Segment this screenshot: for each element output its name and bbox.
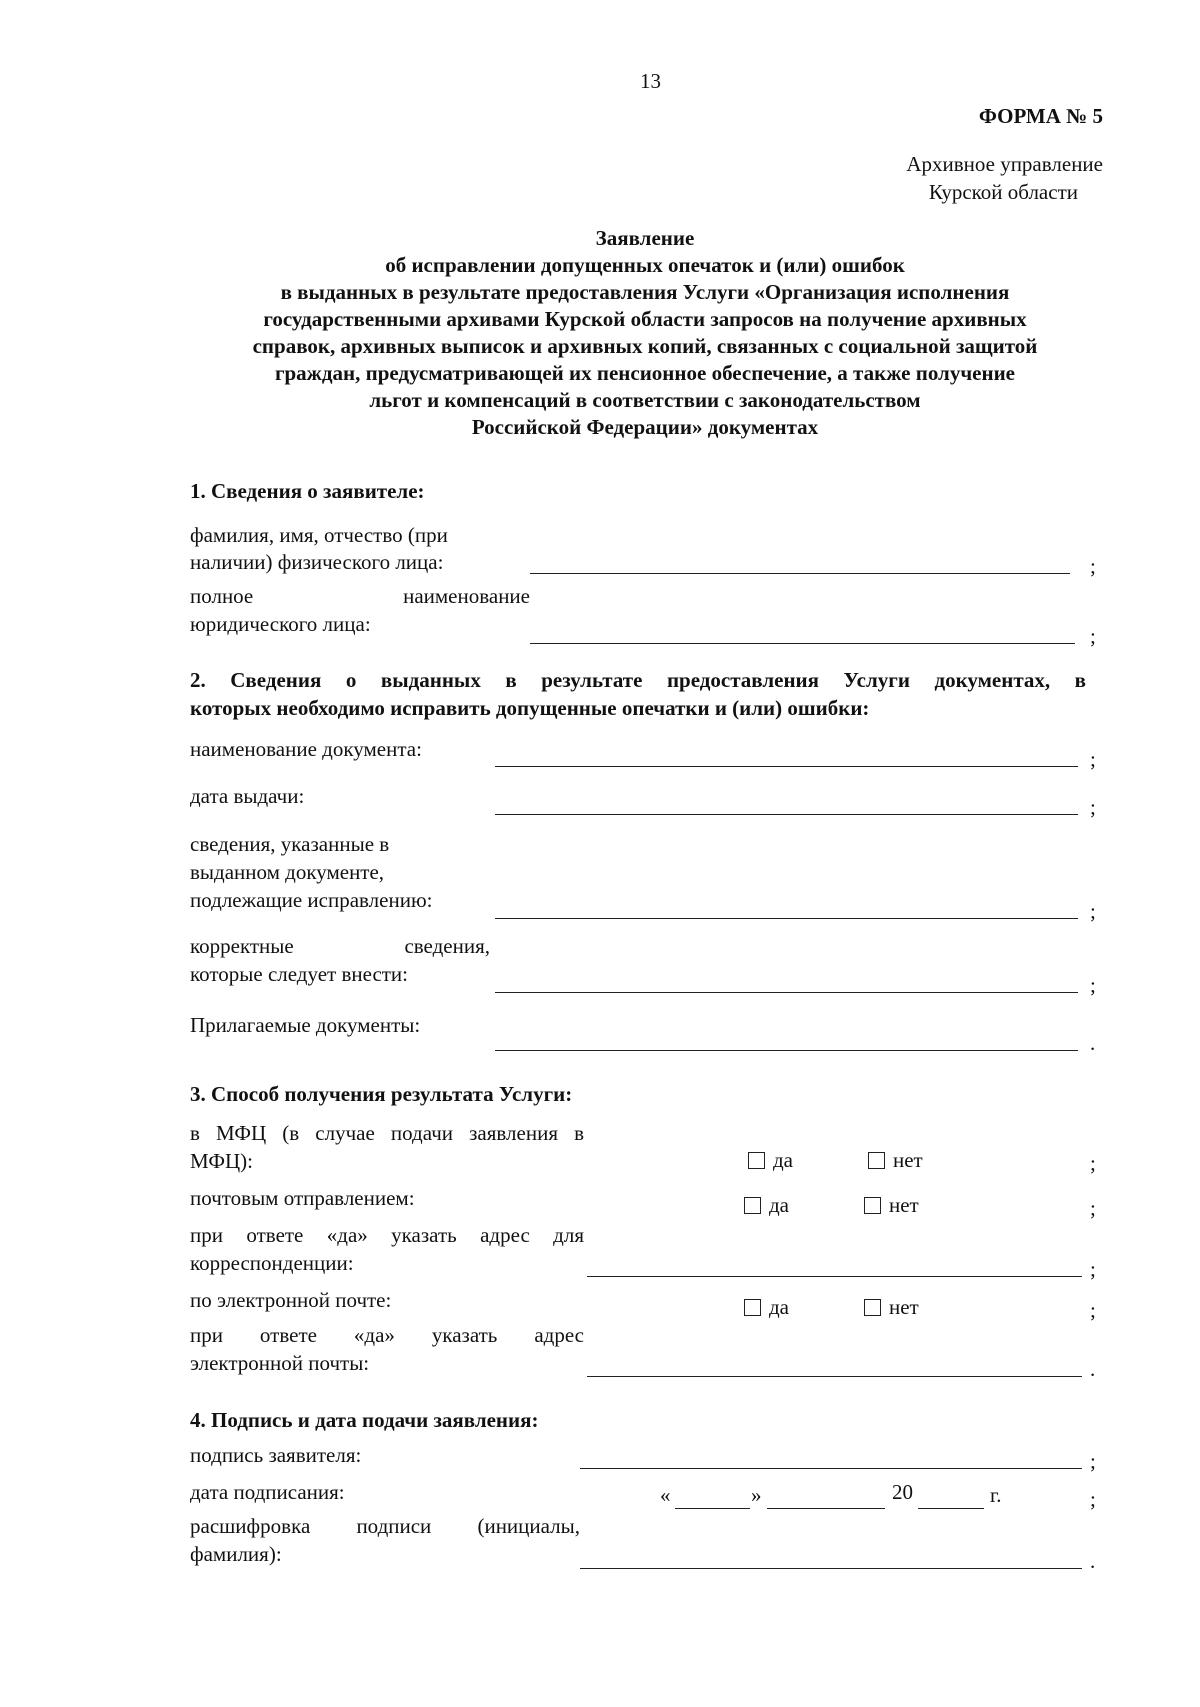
sign-date-day-line[interactable] <box>675 1508 750 1509</box>
sign-date-year-line[interactable] <box>918 1508 984 1509</box>
email-address-input-line[interactable] <box>587 1376 1082 1377</box>
legal-name-word-1: полное <box>190 584 254 608</box>
legal-name-word-2: наименование <box>403 584 530 608</box>
legal-name-input-line[interactable] <box>530 643 1075 644</box>
postal-address-end-mark: ; <box>1090 1257 1096 1281</box>
post-label: почтовым отправлением: <box>190 1186 415 1210</box>
email-yes-label: да <box>769 1295 790 1319</box>
signature-label: подпись заявителя: <box>190 1443 362 1467</box>
wrong-info-label-line-2: выданном документе, <box>190 860 385 884</box>
post-yes-checkbox[interactable] <box>744 1197 761 1214</box>
post-yes-option[interactable] <box>744 1192 789 1219</box>
sign-date-year-prefix: 20 <box>892 1480 913 1504</box>
mfc-end-mark: ; <box>1090 1151 1096 1175</box>
signature-input-line[interactable] <box>580 1468 1082 1469</box>
sign-date-year-suffix: г. <box>990 1483 1002 1507</box>
title-line: Российской Федерации» документах <box>471 415 819 439</box>
postal-address-label-line-2: корреспонденции: <box>190 1251 354 1275</box>
wrong-info-label-line-3: подлежащие исправлению: <box>190 888 433 912</box>
section-3-heading: 3. Способ получения результата Услуги: <box>190 1082 573 1106</box>
correct-info-word-2: сведения, <box>404 934 490 958</box>
correct-info-input-line[interactable] <box>495 992 1078 993</box>
issue-date-end-mark: ; <box>1090 795 1096 819</box>
wrong-info-input-line[interactable] <box>495 918 1078 919</box>
issue-date-input-line[interactable] <box>495 814 1078 815</box>
section-4-heading: 4. Подпись и дата подачи заявления: <box>190 1408 539 1432</box>
email-no-checkbox[interactable] <box>864 1299 881 1316</box>
email-end-mark: ; <box>1090 1298 1096 1322</box>
form-label: ФОРМА № 5 <box>978 104 1103 128</box>
mfc-yes-checkbox[interactable] <box>748 1152 765 1169</box>
fio-label-line-1: фамилия, имя, отчество (при <box>190 523 448 547</box>
attachments-end-mark: . <box>1090 1031 1096 1055</box>
postal-address-input-line[interactable] <box>587 1276 1082 1277</box>
email-yes-option[interactable] <box>744 1294 789 1321</box>
post-end-mark: ; <box>1090 1196 1096 1220</box>
post-yes-label: да <box>769 1193 790 1217</box>
title-line: льгот и компенсаций в соответствии с законодательством <box>369 388 921 412</box>
title-line: Заявление <box>595 226 695 250</box>
correct-info-label-line-1 <box>190 933 490 960</box>
email-no-option[interactable] <box>864 1294 919 1321</box>
document-title <box>150 225 1140 441</box>
sign-date-close-quote: » <box>751 1483 762 1507</box>
postal-address-label-line-1: при ответе «да» указать адрес для <box>190 1223 584 1247</box>
sign-date-month-line[interactable] <box>767 1508 885 1509</box>
addressee-line-2: Курской области <box>928 180 1078 204</box>
attachments-input-line[interactable] <box>495 1050 1078 1051</box>
signature-decode-label-line-1: расшифровка подписи (инициалы, <box>190 1514 580 1538</box>
title-line: справок, архивных выписок и архивных копий, связанных с социальной защитой <box>252 334 1038 358</box>
email-label: по электронной почте: <box>190 1288 392 1312</box>
signature-decode-end-mark: . <box>1090 1549 1096 1573</box>
post-no-option[interactable] <box>864 1192 919 1219</box>
fio-label-line-2: наличии) физического лица: <box>190 550 444 574</box>
wrong-info-end-mark: ; <box>1090 899 1096 923</box>
section-2-heading-line-2: которых необходимо исправить допущенные опечатки и (или) ошибки: <box>190 696 870 720</box>
post-no-label: нет <box>889 1193 919 1217</box>
email-address-label-line-2: электронной почты: <box>190 1351 370 1375</box>
doc-name-input-line[interactable] <box>495 766 1078 767</box>
sign-date-label: дата подписания: <box>190 1480 345 1504</box>
legal-name-label-line-1 <box>190 583 530 610</box>
title-line: в выданных в результате предоставления Услуги «Организация исполнения <box>280 280 1010 304</box>
mfc-label-line-1: в МФЦ (в случае подачи заявления в <box>190 1121 584 1145</box>
sign-date-end-mark: ; <box>1090 1487 1096 1511</box>
mfc-no-option[interactable] <box>868 1147 923 1174</box>
correct-info-end-mark: ; <box>1090 973 1096 997</box>
email-yes-checkbox[interactable] <box>744 1299 761 1316</box>
signature-decode-label-line-2: фамилия): <box>190 1542 282 1566</box>
sign-date-open-quote: « <box>660 1483 671 1507</box>
title-line: граждан, предусматривающей их пенсионное обеспечение, а также получение <box>274 361 1016 385</box>
legal-name-end-mark: ; <box>1090 624 1096 648</box>
title-line: государственными архивами Курской области запросов на получение архивных <box>263 307 1027 331</box>
addressee-line-1: Архивное управление <box>906 152 1103 176</box>
legal-name-label-line-2: юридического лица: <box>190 612 371 636</box>
section-1-heading: 1. Сведения о заявителе: <box>190 479 425 503</box>
mfc-yes-label: да <box>773 1148 794 1172</box>
section-2-heading-line-1: 2. Сведения о выданных в результате предоставления Услуги документах, в <box>190 668 1086 692</box>
mfc-label-line-2: МФЦ): <box>190 1149 253 1173</box>
issue-date-label: дата выдачи: <box>190 784 305 808</box>
doc-name-end-mark: ; <box>1090 747 1096 771</box>
doc-name-label: наименование документа: <box>190 737 422 761</box>
post-no-checkbox[interactable] <box>864 1197 881 1214</box>
fio-end-mark: ; <box>1090 554 1096 578</box>
wrong-info-label-line-1: сведения, указанные в <box>190 832 390 856</box>
signature-decode-input-line[interactable] <box>580 1568 1082 1569</box>
email-no-label: нет <box>889 1295 919 1319</box>
title-line: об исправлении допущенных опечаток и (или) ошибок <box>385 253 905 277</box>
email-address-end-mark: . <box>1090 1357 1096 1381</box>
signature-end-mark: ; <box>1090 1449 1096 1473</box>
correct-info-label-line-2: которые следует внести: <box>190 962 409 986</box>
mfc-no-label: нет <box>893 1148 923 1172</box>
attachments-label: Прилагаемые документы: <box>190 1013 421 1037</box>
mfc-yes-option[interactable] <box>748 1147 793 1174</box>
email-address-label-line-1: при ответе «да» указать адрес <box>190 1323 584 1347</box>
page-number: 13 <box>640 69 661 93</box>
correct-info-word-1: корректные <box>190 934 294 958</box>
mfc-no-checkbox[interactable] <box>868 1152 885 1169</box>
fio-input-line[interactable] <box>530 573 1070 574</box>
